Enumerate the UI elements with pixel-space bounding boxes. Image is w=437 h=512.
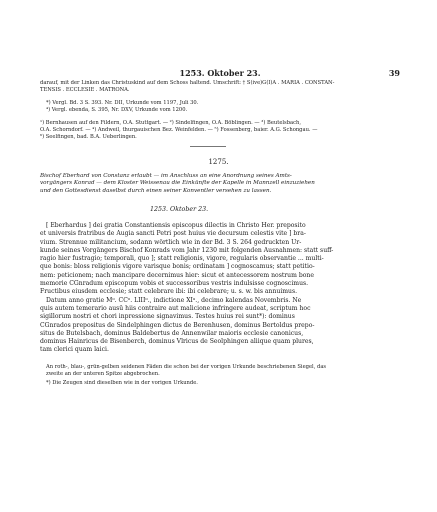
body-line: situs de Butelsbach, dominus Baldebertus de Annenwilar maioris ecclesie canonicus,	[40, 329, 304, 337]
reference-note: *) Vergl. Bd. 3 S. 393. Nr. DII, Urkunde vom 1197, Juli 30.	[46, 100, 199, 106]
document-date: 1253. Oktober 23.	[150, 206, 209, 213]
body-line: Datum anno gratie Mᵒ. CCᵒ. LIIIᵒ., indictione XIᵃ., decimo kalendas Novembris. Ne	[46, 296, 302, 304]
body-line: ragio hier fustragio; temporali, quo ]; statt religionis, vigore, regularis observantie ... multi-	[40, 255, 324, 263]
summary-line: Bischof Eberhard von Constanz erlaubt — im Anschluss an eine Anordnung seines Amts-	[40, 173, 292, 179]
body-line: que bonis: bloss religionis vigore varisque bonis; ordinatam ] cognoscamus; statt petitio-	[40, 263, 315, 271]
footnote-line: An roth-, blau-, grün-gelben seidenen Fäden die schon bei der vorigen Urkunde beschriebenen Siegel, das	[46, 364, 327, 370]
footnotes	[46, 364, 406, 386]
page-number: 39	[388, 68, 400, 78]
body-line: sigillorum nostri et chori inpressione signavimus. Testes huius rei sunt*): dominus	[40, 313, 295, 321]
place-note: ¹) Bernhausen auf den Fildern, O.A. Stuttgart. — ²) Sindelfingen, O.A. Böblingen. — ³) Beutelsbach,	[40, 120, 302, 126]
body-line: vium. Strennue militancium, sodann wörtlich wie in der Bd. 3 S. 264 gedruckten Ur-	[40, 238, 302, 246]
body-line: Fructibus eiusdem ecclesie; statt celebrare ibi: ibi celebrare; u. s. w. bis annuimus.	[40, 288, 298, 296]
footnote-line: *) Die Zeugen sind dieselben wie in der vorigen Urkunde.	[46, 379, 198, 386]
body-line: dominus Hainricus de Bisenberch, dominus Vlricus de Seolphingen aliique quam plures,	[40, 338, 314, 346]
summary-line: vorgängers Konrad — dem Kloster Weissenau die Einkünfte der Kapelle in Mannzell einzuziehen	[40, 180, 315, 187]
body-line: et universis fratribus de Augia sancti Petri post huius vie decursum celestis vite ] bra-	[40, 230, 306, 238]
body-line: tam clerici quam laici.	[40, 346, 109, 354]
running-title: 1253. Oktober 23.	[179, 68, 261, 78]
text-line: TENSIS . ECCLESIE . MATRONA.	[40, 86, 130, 93]
summary-line: und den Gottesdienst daselbst durch einen seiner Konventler versehen zu lassen.	[40, 187, 272, 194]
footnote-line: zweite an der unteren Spitze abgebrochen.	[46, 370, 160, 377]
section-divider	[190, 146, 226, 147]
place-notes	[40, 120, 400, 140]
document-number: 1275.	[208, 158, 229, 166]
text-line: darauf, mit der Linken das Christuskind auf dem Schoss haltend. Umschrift: † S(ive)G(I)A . MARIA . CONSTAN-	[40, 80, 335, 86]
body-line: [ Eberhardus ] dei gratia Constantiensis episcopus dilectis in Christo Her. preposito	[46, 222, 306, 229]
seal-description	[40, 80, 400, 94]
body-line: kunde seines Vorgängers Bischof Konrads vom Jahr 1230 mit folgenden Ausnahmen: statt suff-	[40, 246, 334, 254]
body-line: memorie CGnradum episcopum vobis et successoribus vestris indulsisse cognoscimus.	[40, 280, 309, 288]
body-line: nem: peticionem; nach mancipare decernimus hier: sicut et antecessorem nostrum bone	[40, 271, 314, 279]
body-line: CGnrados prepositus de Sindelphingen dictus de Berenhusen, dominus Bertoldus prepo-	[40, 321, 315, 329]
place-note: ⁶) Seelfingen, bad. B.A. Ueberlingen.	[40, 133, 137, 140]
reference-notes	[46, 100, 406, 114]
place-note: O.A. Schorndorf. — ⁴) Andweil, thurgauischen Bez. Weinfelden. — ⁵) Fossenberg, baier. A.G. Schongau. —	[40, 126, 318, 133]
document-body	[40, 222, 400, 355]
reference-note: ⁴) Vergl. ebenda, S. 395, Nr. DXV, Urkunde vom 1200.	[46, 106, 188, 113]
document-summary	[40, 173, 400, 195]
body-line: quis autem temerario ausū hiis contraire aut malicione infringere audeat, scriptum hoc	[40, 304, 311, 312]
